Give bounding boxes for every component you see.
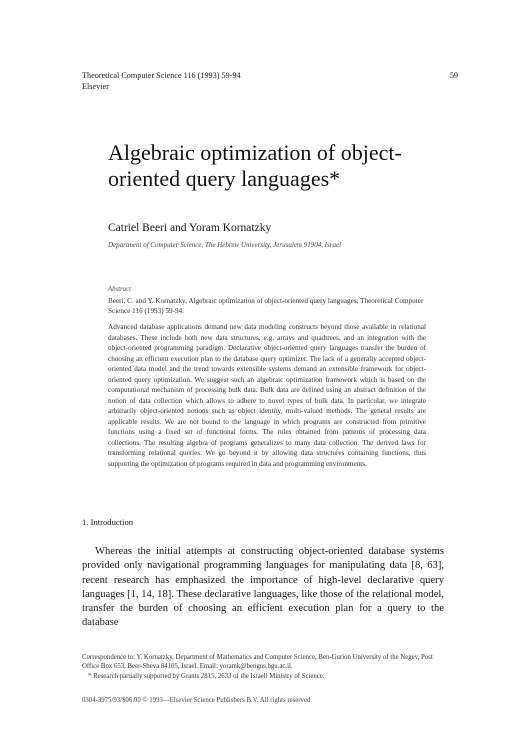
journal-citation: Theoretical Computer Science 116 (1993) 59-94 (82, 71, 241, 80)
correspondence-footnote: Correspondence to: Y. Kornatzky, Department of Mathematics and Computer Science, Ben-Gurion University of the Negev, Post Office Box 653, Beer-Sheva 84105, Israel. Email: yoramk@bengus.bgu.ac.il. (82, 654, 433, 671)
paper-authors: Catriel Beeri and Yoram Kornatzky (108, 222, 272, 234)
section-heading: 1. Introduction (82, 517, 134, 527)
paper-title: Algebraic optimization of object-oriented query languages* (108, 140, 402, 191)
abstract-body: Advanced database applications demand new data modeling constructs beyond those available in relational databases. These include both new data structures, e.g. arrays and quadtrees, and an integration with the object-oriented programming paradigm. Declarative object-oriented query languages transfer the burden of choosing an efficient execution plan to the database query optimizer. The lack of a generally accepted object-oriented data model and the trend towards extensible systems demand an extensible framework for object-oriented query optimization. We suggest such an algebraic optimization framework which is based on the computational mechanism of processing bulk data. Bulk data are defined using an abstract definition of the notion of data collection which allows to adhere to novel types of bulk data. In particular, we integrate arbitrarily object-oriented notions such as object identity, multi-valued methods. The general results are applicable results. We are not bound to the language in which programs are constructed from primitive functions using a fixed set of functional forms. The rules obtained from patterns of processing data collections. The resulting algebra of programs generalizes to many data collection. The derived laws for transforming relational queries. We go beyond it by allowing data structures containing functions, thus supporting the optimization of programs required in data and programming environments. (108, 323, 426, 468)
abstract-reference: Beeri, C. and Y. Kornatzky, Algebraic optimization of object-oriented query languages, Theoretical Computer Science 116 (1993) 59-94. (108, 297, 424, 316)
author-affiliation: Department of Computer Science, The Hebrew University, Jerusalem 91904, Israel (108, 241, 342, 249)
copyright-line: 0304-3975/93/$06.00 © 1993—Elsevier Science Publishers B.V. All rights reserved (82, 697, 311, 704)
abstract-heading: Abstract (108, 286, 132, 293)
footnotes (82, 653, 444, 681)
publisher-name: Elsevier (82, 82, 109, 91)
page-number: 59 (449, 71, 458, 80)
running-header (82, 70, 458, 92)
support-footnote: * Research partially supported by Grants 2815, 2633 of the Israeli Ministry of Science. (88, 672, 325, 680)
intro-paragraph: Whereas the initial attempts at constructing object-oriented database systems provided only navigational programming languages for manipulating data [8, 63], recent research has emphasized the importance of high-level declarative query languages [1, 14, 18]. These declarative languages, like those of the relational model, transfer the burden of choosing an efficient execution plan for a query to the database (82, 546, 444, 629)
